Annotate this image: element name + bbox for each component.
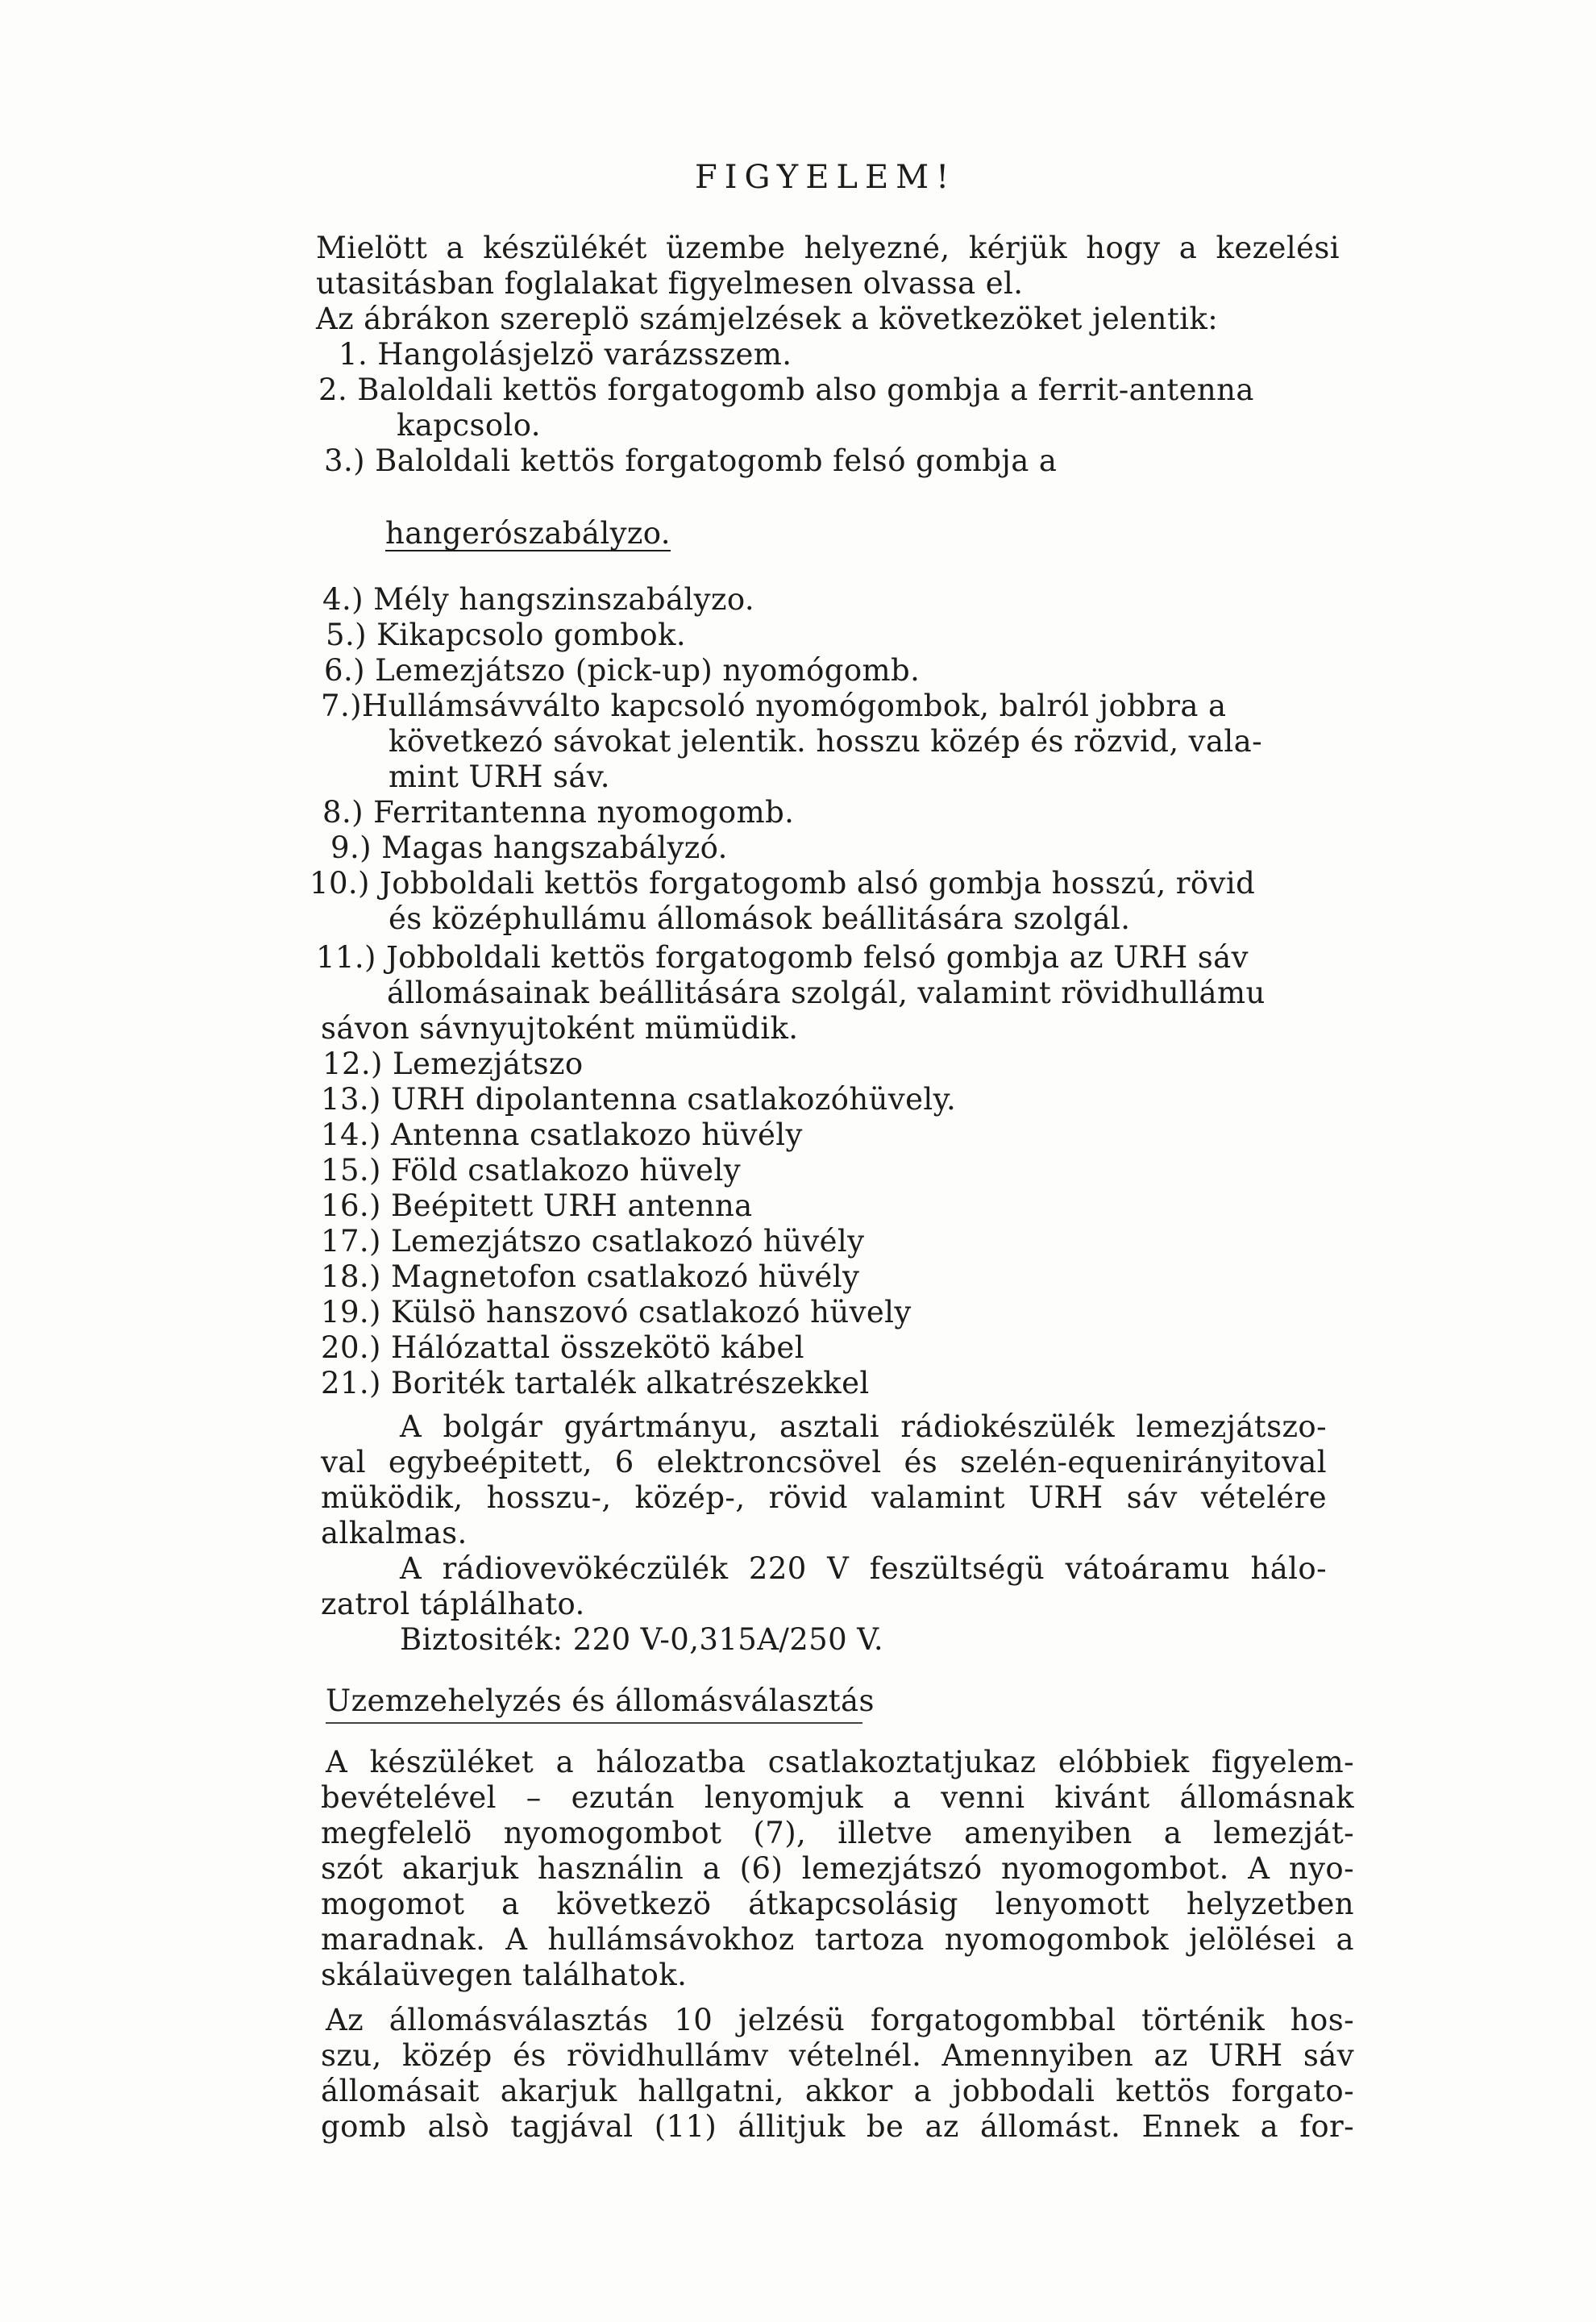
list-item: 1. Hangolásjelzö varázsszem. (339, 337, 792, 372)
intro-line: utasitásban foglalakat figyelmesen olvassa el. (316, 266, 1024, 301)
list-item: 9.) Magas hangszabályzó. (330, 830, 728, 865)
list-item: 19.) Külsö hanszovó csatlakozó hüvely (321, 1295, 912, 1330)
list-item: 17.) Lemezjátszo csatlakozó hüvély (321, 1224, 865, 1259)
intro-line: Mielött a készülékét üzembe helyezné, kérjük hogy a kezelési (316, 231, 1340, 265)
list-item: 7.)Hullámsávváltо kapcsoló nyomógombok, balról jobbra a (321, 689, 1227, 723)
list-item: kapcsolo. (397, 408, 541, 443)
description-line: müködik, hosszu-, közép-, rövid valamint URH sáv vételére (321, 1480, 1327, 1515)
paragraph-line: maradnak. A hullámsávokhoz tartoza nyomogombok jelölései a (321, 1922, 1354, 1957)
paragraph-line: bevételével – ezután lenyomjuk a venni kivánt állomásnak (321, 1780, 1354, 1815)
description-line: Biztositék: 220 V-0,315A/250 V. (400, 1622, 884, 1657)
description-line: zatrol táplálhato. (321, 1587, 585, 1621)
paragraph-line: szót akarjuk használin a (6) lemezjátszó nyomogombot. A nyo- (321, 1851, 1354, 1886)
paragraph-line: Az állomásválasztás 10 jelzésü forgatogombbal történik hos- (326, 2003, 1354, 2037)
list-item: 4.) Mély hangszinszabályzo. (322, 582, 755, 617)
list-item: 6.) Lemezjátszo (pick-up) nyomógomb. (324, 653, 921, 688)
section-heading: Uzemzehelyzés és állomásválasztás (326, 1683, 875, 1718)
list-item: 2. Baloldali kettös forgatogomb also gombja a ferrit-antenna (318, 372, 1254, 407)
paragraph-line: skálaüvegen találhatok. (321, 1958, 688, 1992)
list-item: következó sávokat jelentik. hosszu közép és rözvid, vala- (389, 724, 1263, 759)
description-line: A bolgár gyártmányu, asztali rádiokészülék lemezjátszo- (400, 1409, 1327, 1444)
list-item: 3.) Baloldali kettös forgatogomb felsó gombja a (324, 443, 1058, 478)
paragraph-line: mogomot a következö átkapcsolásig lenyomott helyzetben (321, 1887, 1354, 1921)
list-item: 16.) Beépitett URH antenna (321, 1188, 753, 1223)
list-item: 14.) Antenna csatlakozo hüvély (321, 1117, 803, 1152)
list-item: 5.) Kikapcsolo gombok. (326, 618, 686, 652)
list-item: 12.) Lemezjátszo (322, 1047, 584, 1081)
list-item: 10.) Jobboldali kettös forgatogomb alsó gombja hosszú, rövid (310, 866, 1256, 901)
paragraph-line: megfelelö nyomogombot (7), illetve amenyiben a lemezját- (321, 1816, 1354, 1850)
paragraph-line: gomb alsò tagjával (11) állitjuk be az állomást. Ennek a for- (321, 2109, 1354, 2144)
list-item: állomásainak beállitására szolgál, valamint rövidhullámu (387, 976, 1266, 1010)
paragraph-line: állomásait akarjuk hallgatni, akkor a jobbodali kettös forgato- (321, 2074, 1354, 2108)
description-line: val egybeépitett, 6 elektroncsövel és szelén-equenirányitoval (321, 1445, 1327, 1479)
list-item: 15.) Föld csatlakozo hüvely (321, 1153, 741, 1188)
description-line: alkalmas. (321, 1516, 468, 1550)
intro-line: Az ábrákon szereplö számjelzések a következöket jelentik: (316, 302, 1219, 336)
list-item: sávon sávnyujtoként mümüdik. (321, 1011, 799, 1046)
description-line: A rádiovevökéczülék 220 V feszültségü vátoáramu hálo- (400, 1551, 1327, 1586)
section-heading-rule (326, 1722, 862, 1724)
list-item: 13.) URH dipolantenna csatlakozóhüvely. (321, 1082, 957, 1117)
list-item: 11.) Jobboldali kettös forgatogomb felsó gombja az URH sáv (316, 940, 1249, 975)
paragraph-line: A készüléket a hálozatba csatlakoztatjukaz elóbbiek figyelem- (326, 1745, 1354, 1779)
paragraph-line: szu, közép és rövidhullámv vételnél. Amennyiben az URH sáv (321, 2038, 1354, 2073)
list-item: mint URH sáv. (389, 759, 610, 794)
page-title: FIGYELEM! (695, 159, 957, 196)
list-item: 18.) Magnetofon csatlakozó hüvély (321, 1259, 860, 1294)
list-item: 8.) Ferritantenna nyomogomb. (322, 795, 795, 830)
list-item: hangerószabályzo. (385, 516, 671, 551)
list-item: és középhullámu állomások beállitására szolgál. (389, 901, 1131, 936)
list-item: 20.) Hálózattal összekötö kábel (321, 1330, 804, 1365)
list-item: 21.) Boriték tartalék alkatrészekkel (321, 1366, 870, 1400)
